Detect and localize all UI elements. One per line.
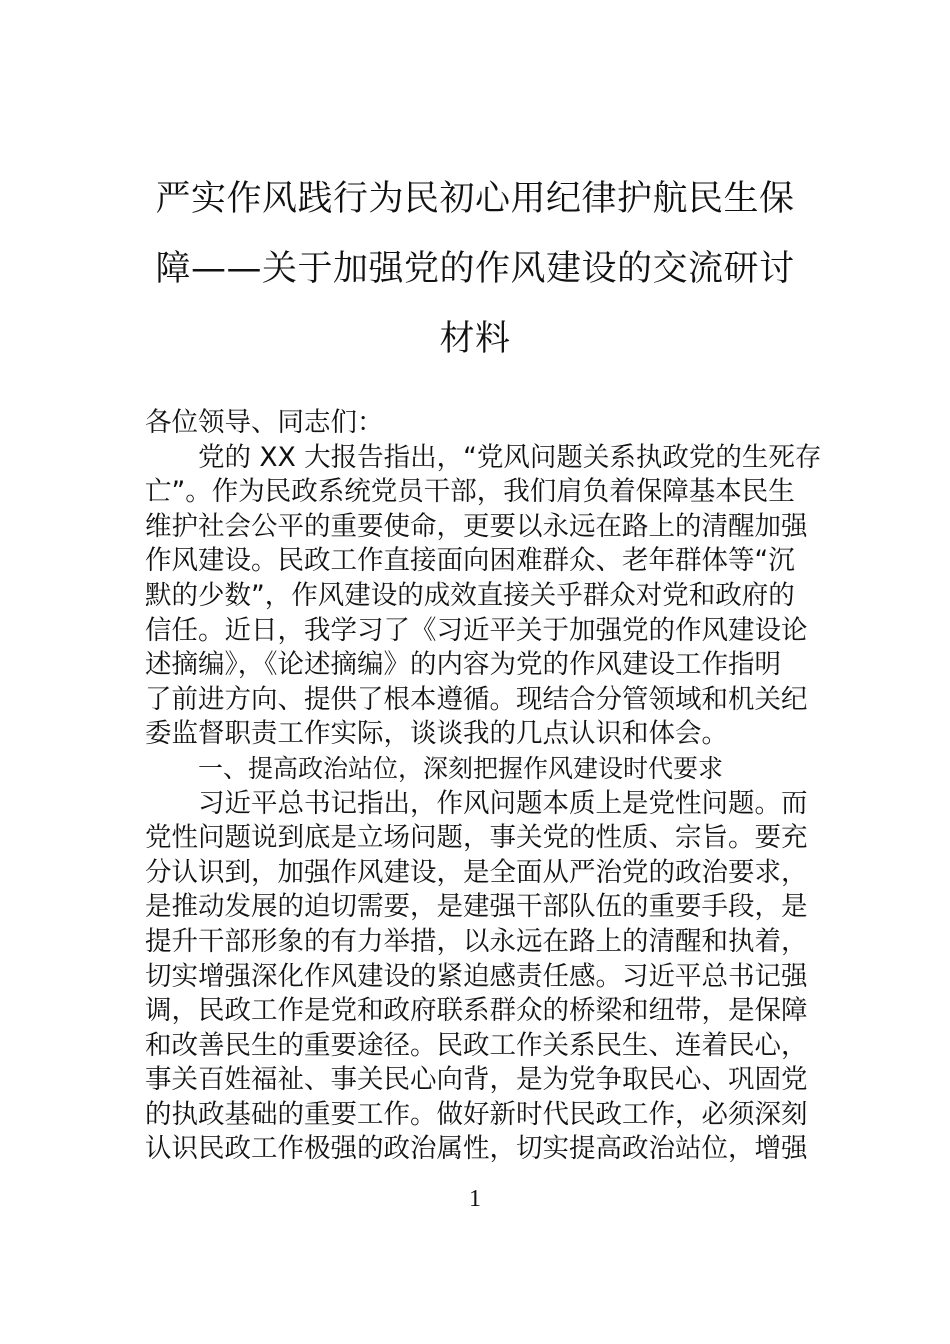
paragraph-line: 分认识到，加强作风建设，是全面从严治党的政治要求， (145, 856, 808, 888)
paragraph-line: 委监督职责工作实际，谈谈我的几点认识和体会。 (145, 718, 728, 750)
paragraph-line: 调，民政工作是党和政府联系群众的桥梁和纽带，是保障 (145, 995, 808, 1027)
paragraph-line: 认识民政工作极强的政治属性，切实提高政治站位，增强 (145, 1133, 808, 1165)
paragraph-line: 提升干部形象的有力举措，以永远在路上的清醒和执着， (145, 925, 808, 957)
page-number: 1 (469, 1186, 481, 1212)
paragraph-line: 维护社会公平的重要使命，更要以永远在路上的清醒加强 (145, 510, 808, 542)
paragraph-line: 的执政基础的重要工作。做好新时代民政工作，必须深刻 (145, 1098, 808, 1130)
paragraph-line: 党的 XX 大报告指出，“党风问题关系执政党的生死存 (198, 441, 822, 473)
paragraph-line: 和改善民生的重要途径。民政工作关系民生、连着民心， (145, 1029, 808, 1061)
paragraph-line: 作风建设。民政工作直接面向困难群众、老年群体等“沉 (145, 545, 795, 577)
section-heading: 一、提高政治站位，深刻把握作风建设时代要求 (198, 753, 724, 783)
paragraph-line: 习近平总书记指出，作风问题本质上是党性问题。而 (198, 787, 808, 819)
salutation: 各位领导、同志们： (145, 407, 384, 438)
document-body (145, 406, 822, 1167)
paragraph-line: 事关百姓福祉、事关民心向背，是为党争取民心、巩固党 (145, 1064, 808, 1096)
paragraph-line: 默的少数”，作风建设的成效直接关乎群众对党和政府的 (145, 579, 795, 611)
document-title (140, 164, 810, 374)
paragraph-line: 党性问题说到底是立场问题，事关党的性质、宗旨。要充 (145, 822, 808, 854)
paragraph-line: 信任。近日，我学习了《习近平关于加强党的作风建设论 (145, 614, 808, 646)
paragraph-line: 亡”。作为民政系统党员干部，我们肩负着保障基本民生 (145, 476, 795, 508)
paragraph-line: 切实增强深化作风建设的紧迫感责任感。习近平总书记强 (145, 960, 808, 992)
title-line-1: 严实作风践行为民初心用纪律护航民生保 (155, 179, 795, 219)
paragraph-line: 述摘编》，《论述摘编》的内容为党的作风建设工作指明 (145, 649, 781, 681)
paragraph-line: 了前进方向、提供了根本遵循。现结合分管领域和机关纪 (145, 683, 808, 715)
title-line-3: 材料 (439, 319, 511, 359)
title-line-2: 障——关于加强党的作风建设的交流研讨 (155, 249, 795, 289)
paragraph-line: 是推动发展的迫切需要，是建强干部队伍的重要手段，是 (145, 891, 808, 923)
